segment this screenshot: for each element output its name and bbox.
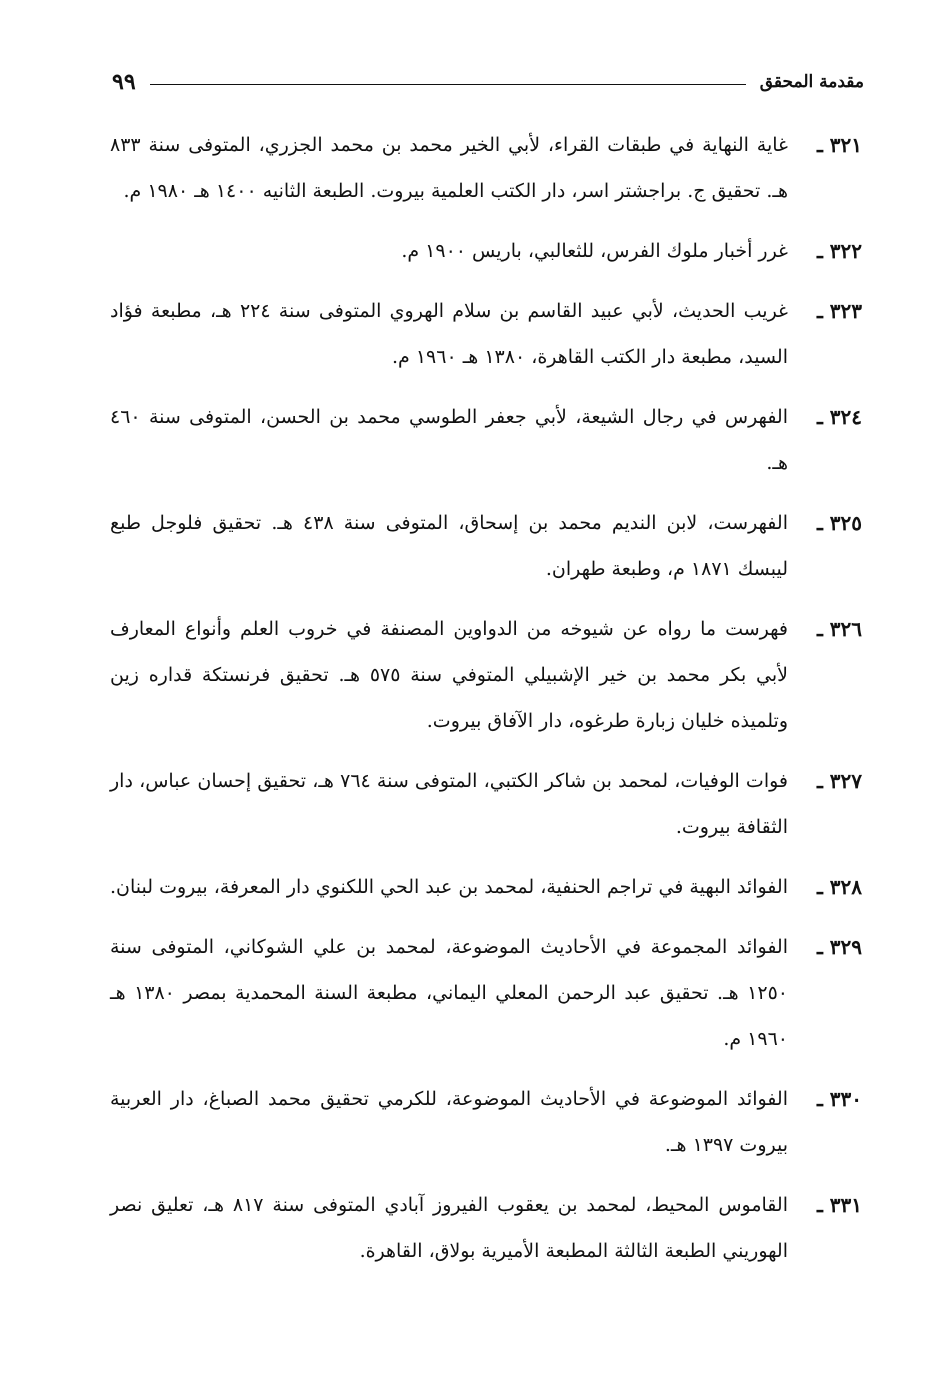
bibliography-entry xyxy=(110,122,862,214)
entry-text: الفوائد المجموعة في الأحاديث الموضوعة، لمحمد بن علي الشوكاني، المتوفى سنة ١٢٥٠ هـ. تحقيق عبد الرحمن المعلي اليماني، مطبعة السنة المحمدية بمصر ١٣٨٠ هـ ١٩٦٠ م. xyxy=(110,936,788,1050)
page-header xyxy=(112,62,864,102)
bibliography-entry xyxy=(110,1076,862,1168)
entry-number: ٣٢٩ ـ xyxy=(816,935,862,959)
bibliography-entry xyxy=(110,1182,862,1274)
entry-number: ٣٢٦ ـ xyxy=(816,617,862,641)
entry-text: فهرست ما رواه عن شيوخه من الدواوين المصنفة في خروب العلم وأنواع المعارف لأبي بكر محمد بن خير الإشبيلي المتوفي سنة ٥٧٥ هـ. تحقيق فرنستكة قداره زين وتلميذه خليان زبارة طرغوه، دار الآفاق بيروت. xyxy=(110,618,788,732)
entry-number: ٣٣٠ ـ xyxy=(816,1087,862,1111)
bibliography-entry xyxy=(110,500,862,592)
bibliography-list xyxy=(110,122,862,1288)
entry-text: غرر أخبار ملوك الفرس، للثعالبي، باريس ١٩٠٠ م. xyxy=(401,240,788,262)
entry-text: الفوائد الموضوعة في الأحاديث الموضوعة، للكرمي تحقيق محمد الصباغ، دار العربية بيروت ١٣٩٧ هـ. xyxy=(110,1088,788,1156)
bibliography-entry xyxy=(110,606,862,744)
bibliography-entry xyxy=(110,394,862,486)
bibliography-entry xyxy=(110,924,862,1062)
entry-text: الفهرست، لابن النديم محمد بن إسحاق، المتوفى سنة ٤٣٨ هـ. تحقيق فلوجل طبع ليبسك ١٨٧١ م، وطبعة طهران. xyxy=(110,512,788,580)
running-title: مقدمة المحقق xyxy=(759,72,864,92)
entry-number: ٣٢١ ـ xyxy=(816,133,862,157)
entry-number: ٣٢٤ ـ xyxy=(816,405,862,429)
entry-text: القاموس المحيط، لمحمد بن يعقوب الفيروز آبادي المتوفى سنة ٨١٧ هـ، تعليق نصر الهوريني الطبعة الثالثة المطبعة الأميرية بولاق، القاهرة. xyxy=(110,1194,788,1262)
entry-text: الفهرس في رجال الشيعة، لأبي جعفر الطوسي محمد بن الحسن، المتوفى سنة ٤٦٠ هـ. xyxy=(110,406,788,474)
bibliography-entry xyxy=(110,758,862,850)
bibliography-entry xyxy=(110,864,862,910)
entry-number: ٣٢٢ ـ xyxy=(816,239,862,263)
entry-number: ٣٢٣ ـ xyxy=(816,299,862,323)
entry-number: ٣٣١ ـ xyxy=(816,1193,862,1217)
entry-text: فوات الوفيات، لمحمد بن شاكر الكتبي، المتوفى سنة ٧٦٤ هـ، تحقيق إحسان عباس، دار الثقافة بيروت. xyxy=(110,770,788,838)
entry-text: غاية النهاية في طبقات القراء، لأبي الخير محمد بن محمد الجزري، المتوفى سنة ٨٣٣ هـ. تحقيق ج. براجشتر اسر، دار الكتب العلمية بيروت. الطبعة الثانيه ١٤٠٠ هـ ١٩٨٠ م. xyxy=(110,134,788,202)
page-number: ٩٩ xyxy=(112,69,136,95)
entry-number: ٣٢٥ ـ xyxy=(816,511,862,535)
header-rule xyxy=(150,84,746,85)
entry-text: الفوائد البهية في تراجم الحنفية، لمحمد بن عبد الحي اللكنوي دار المعرفة، بيروت لبنان. xyxy=(110,876,788,898)
bibliography-entry xyxy=(110,288,862,380)
entry-number: ٣٢٨ ـ xyxy=(816,875,862,899)
entry-number: ٣٢٧ ـ xyxy=(816,769,862,793)
bibliography-entry xyxy=(110,228,862,274)
entry-text: غريب الحديث، لأبي عبيد القاسم بن سلام الهروي المتوفى سنة ٢٢٤ هـ، مطبعة فؤاد السيد، مطبعة دار الكتب القاهرة، ١٣٨٠ هـ ١٩٦٠ م. xyxy=(110,300,788,368)
